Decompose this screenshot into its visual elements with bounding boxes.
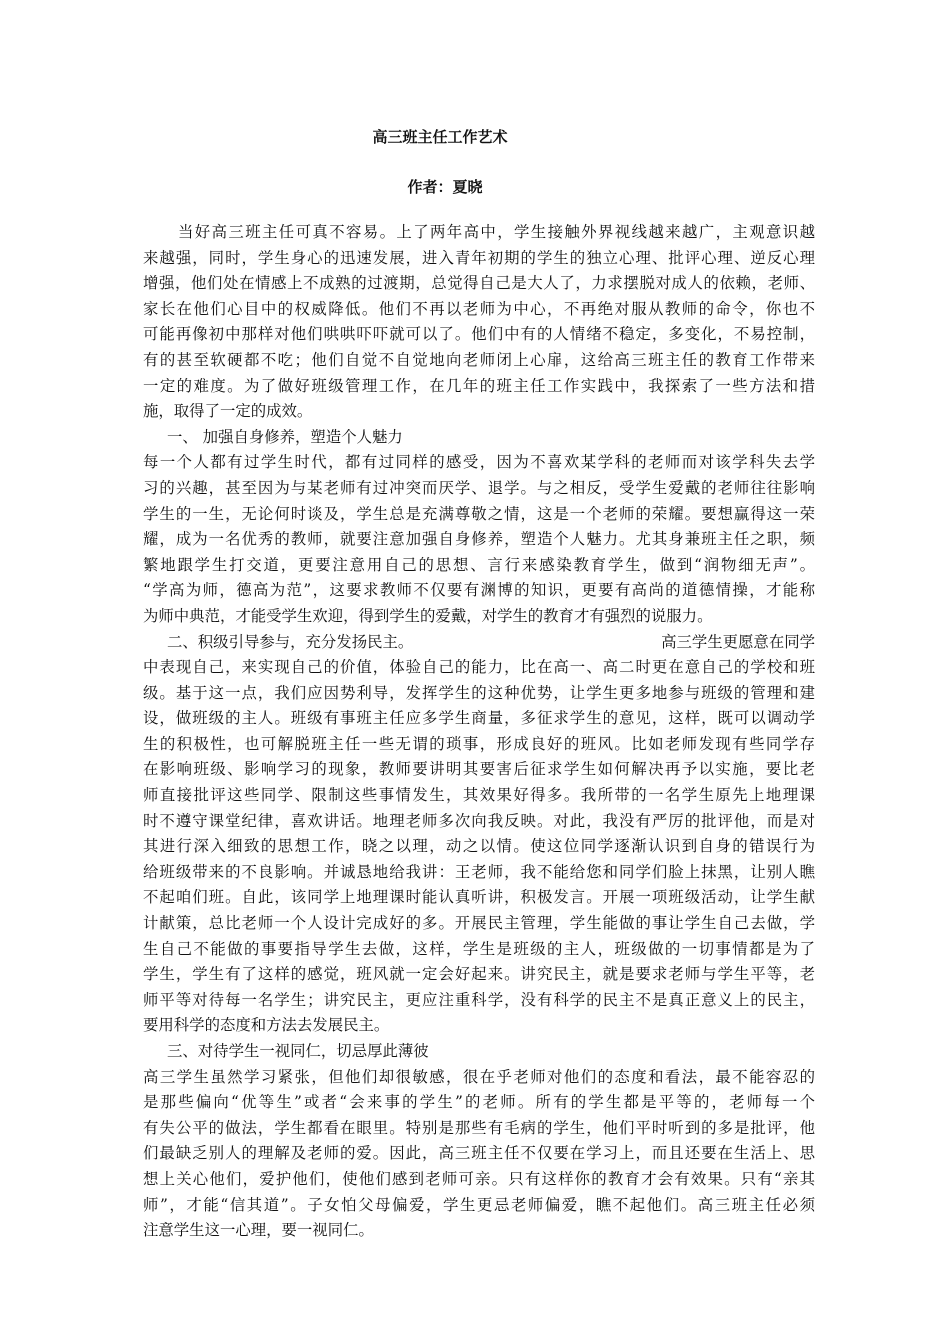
section2-line: 给班级带来的不良影响。并诚恳地给我讲：王老师，我不能给您和同学们脸上抹黑，让别人瞧 [143,862,815,881]
section2-line: 其进行深入细致的思想工作，晓之以理，动之以情。使这位同学逐渐认识到自身的错误行为 [143,837,815,856]
section-heading-3: 三、对待学生一视同仁，切忌厚此薄彼 [167,1042,429,1060]
section1-line: “学高为师，德高为范”，这要求教师不仅要有渊博的知识，更要有高尚的道德情操，才能称 [143,581,815,600]
section3-line: 注意学生这一心理，要一视同仁。 [143,1221,374,1240]
section2-line: 生自己不能做的事要指导学生去做，这样，学生是班级的主人，班级做的一切事情都是为了 [143,939,815,958]
section2-line: 要用科学的态度和方法去发展民主。 [143,1016,390,1035]
intro-line: 增强，他们处在情感上不成熟的过渡期，总觉得自己是大人了，力求摆脱对成人的依赖，老师、 [143,274,815,293]
section3-line: 师”，才能“信其道”。子女怕父母偏爱，学生更忌老师偏爱，瞧不起他们。高三班主任必须 [143,1195,815,1214]
section1-line: 学生的一生，无论何时谈及，学生总是充满尊敬之情，这是一个老师的荣耀。要想赢得这一荣 [143,504,815,523]
document-title: 高三班主任工作艺术 [372,128,508,146]
section-heading-2-row [143,630,815,656]
document-body [143,220,815,1244]
section1-line: 为师中典范，才能受学生欢迎，得到学生的爱戴，对学生的教育才有强烈的说服力。 [143,606,713,625]
section-heading-2: 二、积级引导参与，充分发扬民主。 [167,632,414,651]
section3-line: 有失公平的做法，学生都看在眼里。特别是那些有毛病的学生，他们平时听到的多是批评，他 [143,1118,815,1137]
section2-line: 设，做班级的主人。班级有事班主任应多学生商量，多征求学生的意见，这样，既可以调动学 [143,709,815,728]
section2-line: 在影响班级、影响学习的现象，教师要讲明其要害后征求学生如何解决再予以实施，要比老 [143,760,815,779]
section1-line: 每一个人都有过学生时代，都有过同样的感受，因为不喜欢某学科的老师而对该学科失去学 [143,453,815,472]
intro-line: 有的甚至软硬都不吃；他们自觉不自觉地向老师闭上心扉，这给高三班主任的教育工作带来 [143,350,815,369]
intro-line: 来越强，同时，学生身心的迅速发展，进入青年初期的学生的独立心理、批评心理、逆反心理 [143,248,815,267]
section2-line: 师平等对待每一名学生；讲究民主，更应注重科学，没有科学的民主不是真正意义上的民主， [143,990,815,1009]
section2-heading-tail: 高三学生更愿意在同学 [661,632,815,651]
document-author: 作者：夏晓 [407,178,483,196]
section2-line: 师直接批评这些同学、限制这些事情发生，其效果好得多。我所带的一名学生原先上地理课 [143,786,815,805]
section2-line: 时不遵守课堂纪律，喜欢讲话。地理老师多次向我反映。对此，我没有严厉的批评他，而是对 [143,811,815,830]
section3-line: 高三学生虽然学习紧张，但他们却很敏感，很在乎老师对他们的态度和看法，最不能容忍的 [143,1067,815,1086]
intro-line: 家长在他们心目中的权威降低。他们不再以老师为中心，不再绝对服从教师的命令，你也不 [143,299,815,318]
section1-line: 耀，成为一名优秀的教师，就要注意加强自身修养，塑造个人魅力。尤其身兼班主任之职，频 [143,530,815,549]
intro-line: 施，取得了一定的成效。 [143,402,313,421]
section2-line: 级。基于这一点，我们应因势利导，发挥学生的这种优势，让学生更多地参与班级的管理和建 [143,683,815,702]
section3-line: 想上关心他们，爱护他们，使他们感到老师可亲。只有这样你的教育才会有效果。只有“亲其 [143,1169,815,1188]
section3-line: 们最缺乏别人的理解及老师的爱。因此，高三班主任不仅要在学习上，而且还要在生活上、思 [143,1144,815,1163]
section2-line: 中表现自己，来实现自己的价值，体验自己的能力，比在高一、高二时更在意自己的学校和班 [143,658,815,677]
section1-line: 习的兴趣，甚至因为与某老师有过冲突而厌学、退学。与之相反，受学生爱戴的老师往往影响 [143,478,815,497]
intro-line: 可能再像初中那样对他们哄哄吓吓就可以了。他们中有的人情绪不稳定，多变化，不易控制， [143,325,815,344]
section2-line: 不起咱们班。自此，该同学上地理课时能认真听讲，积极发言。开展一项班级活动，让学生献 [143,888,815,907]
section2-line: 生的积极性，也可解脱班主任一些无谓的琐事，形成良好的班风。比如老师发现有些同学存 [143,734,815,753]
intro-line: 一定的难度。为了做好班级管理工作，在几年的班主任工作实践中，我探索了一些方法和措 [143,376,815,395]
section2-line: 计献策，总比老师一个人设计完成好的多。开展民主管理，学生能做的事让学生自己去做，学 [143,914,815,933]
section2-line: 学生，学生有了这样的感觉，班风就一定会好起来。讲究民主，就是要求老师与学生平等，老 [143,965,815,984]
section1-line: 繁地跟学生打交道，更要注意用自己的思想、言行来感染教育学生，做到“润物细无声”。 [143,555,815,574]
section-heading-1: 一、 加强自身修养，塑造个人魅力 [167,427,403,446]
intro-line: 当好高三班主任可真不容易。上了两年高中，学生接触外界视线越来越广，主观意识越 [178,223,815,241]
section3-line: 是那些偏向“优等生”或者“会来事的学生”的老师。所有的学生都是平等的，老师每一个 [143,1093,815,1112]
